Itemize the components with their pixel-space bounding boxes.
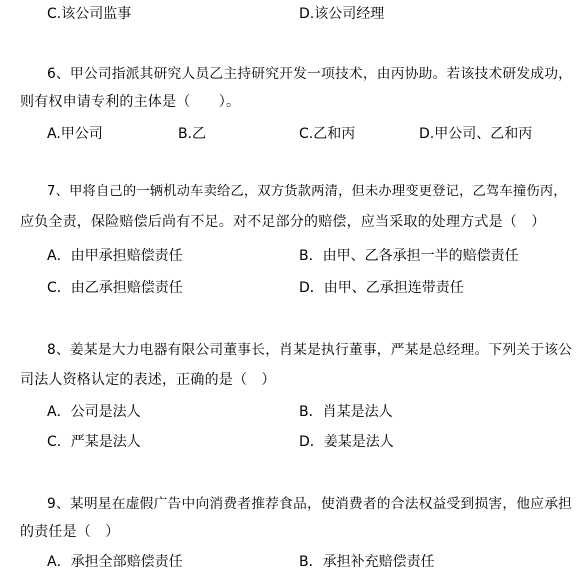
question-7-option-b: B．由甲、乙各承担一半的赔偿责任 [299,248,519,264]
option-d: D.该公司经理 [299,6,385,22]
question-6-option-a: A.甲公司 [47,126,103,142]
question-8-text-line-2: 司法人资格认定的表述，正确的是（ ） [20,372,276,388]
question-9-option-a: A．承担全部赔偿责任 [47,554,183,570]
question-7-text-line-1: 7、甲将自己的一辆机动车卖给乙，双方货款两清，但未办理变更登记，乙驾车撞伤丙， [47,184,567,199]
question-9-option-b: B．承担补充赔偿责任 [299,554,435,570]
question-7-text-line-2: 应负全责，保险赔偿后尚有不足。对不足部分的赔偿，应当采取的处理方式是（ ） [20,214,546,230]
question-7-option-d: D．由甲、乙承担连带责任 [299,280,464,296]
question-6-option-b: B.乙 [178,126,207,142]
question-8-text-line-1: 8、姜某是大力电器有限公司董事长，肖某是执行董事，严某是总经理。下列关于该公 [47,342,573,358]
question-8-option-a: A．公司是法人 [47,404,141,420]
question-7-option-c: C．由乙承担赔偿责任 [47,280,183,296]
question-9-text-line-2: 的责任是（ ） [20,524,120,540]
question-8-option-b: B．肖某是法人 [299,404,393,420]
option-c: C.该公司监事 [47,6,132,22]
question-8-option-c: C．严某是法人 [47,434,141,450]
question-7-option-a: A．由甲承担赔偿责任 [47,248,183,264]
question-6-text-line-1: 6、甲公司指派其研究人员乙主持研究开发一项技术，由丙协助。若该技术研发成功， [47,66,573,82]
question-6-text-line-2: 则有权申请专利的主体是（ ）。 [20,94,241,110]
question-6-option-c: C.乙和丙 [299,126,356,142]
question-8-option-d: D．姜某是法人 [299,434,394,450]
question-6-option-d: D.甲公司、乙和丙 [419,126,533,142]
question-9-text-line-1: 9、某明星在虚假广告中向消费者推荐食品，使消费者的合法权益受到损害，他应承担 [47,496,573,512]
